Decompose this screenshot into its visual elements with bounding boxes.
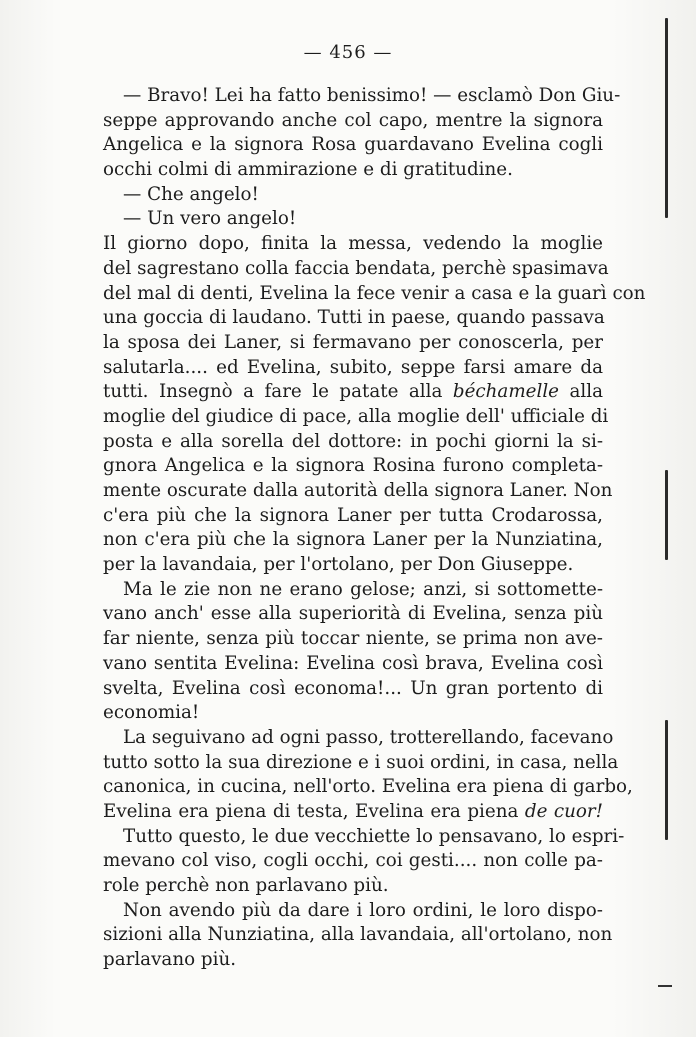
text-line: una goccia di laudano. Tutti in paese, quando passava (103, 307, 605, 329)
text-line: — Bravo! Lei ha fatto benissimo! — esclamò Don Giu- (123, 85, 621, 106)
text-line: non c'era più che la signora Laner per la Nunziatina, (103, 529, 603, 551)
text-segment: tutti. Insegnò a fare le patate alla (103, 381, 453, 403)
text-segment: alla (559, 381, 603, 403)
text-line: Angelica e la signora Rosa guardavano Evelina cogli (103, 134, 603, 156)
italic-term: de cuor! (524, 800, 604, 822)
text-line: svelta, Evelina così economa!... Un gran portento di (103, 677, 603, 699)
text-line: Ma le zie non ne erano gelose; anzi, si sottomette- (123, 578, 603, 600)
text-line: seppe approvando anche col capo, mentre la signora (103, 109, 603, 131)
binding-edge-mark (665, 720, 668, 840)
text-line (103, 380, 603, 405)
text-line: posta e alla sorella del dottore: in pochi giorni la si- (103, 430, 603, 452)
page-number: — 456 — (303, 42, 393, 63)
italic-term: béchamelle (452, 381, 559, 403)
binding-edge-mark (665, 470, 668, 560)
text-line: la sposa dei Laner, si fermavano per conoscerla, per (103, 331, 603, 353)
text-line: — Che angelo! (123, 183, 259, 205)
text-line: salutarla.... ed Evelina, subito, seppe farsi amare da (103, 356, 603, 378)
text-line: — Un vero angelo! (123, 208, 297, 230)
body-text (103, 84, 646, 973)
text-line: La seguivano ad ogni passo, trotterellando, facevano (123, 726, 614, 748)
text-line: per la lavandaia, per l'ortolano, per Don Giuseppe. (103, 554, 574, 576)
text-line: mevano col viso, cogli occhi, coi gesti.... non colle pa- (103, 850, 603, 872)
text-segment: Evelina era piena di testa, Evelina era piena (103, 800, 525, 822)
text-line: del sagrestano colla faccia bendata, perchè spasimava (103, 257, 609, 279)
text-line: moglie del giudice di pace, alla moglie dell' ufficiale di (103, 405, 609, 427)
text-line: gnora Angelica e la signora Rosina furono completa- (103, 455, 603, 477)
text-line: vano sentita Evelina: Evelina così brava, Evelina così (103, 652, 603, 674)
text-line: sizioni alla Nunziatina, alla lavandaia, all'ortolano, non (103, 924, 613, 946)
text-line: mente oscurate dalla autorità della signora Laner. Non (103, 480, 613, 501)
text-line: del mal di denti, Evelina la fece venir a casa e la guarì con (103, 282, 646, 304)
text-line: economia! (103, 702, 200, 724)
text-line (103, 800, 603, 825)
text-line: canonica, in cucina, nell'orto. Evelina era piena di garbo, (103, 776, 633, 798)
binding-edge-dash (658, 985, 672, 987)
binding-edge-mark (665, 18, 668, 218)
text-line: far niente, senza più toccar niente, se prima non ave- (103, 628, 603, 650)
text-line: c'era più che la signora Laner per tutta Crodarossa, (103, 504, 603, 526)
text-line: Non avendo più da dare i loro ordini, le loro dispo- (123, 899, 603, 921)
text-line: occhi colmi di ammirazione e di gratitudine. (103, 159, 513, 181)
text-line: tutto sotto la sua direzione e i suoi ordini, in casa, nella (103, 751, 619, 773)
text-line: vano anch' esse alla superiorità di Evelina, senza più (103, 603, 603, 625)
text-line: parlavano più. (103, 949, 237, 971)
text-line: Tutto questo, le due vecchiette lo pensavano, lo espri- (123, 825, 625, 847)
text-line: role perchè non parlavano più. (103, 875, 389, 896)
text-line: Il giorno dopo, finita la messa, vedendo la moglie (103, 233, 603, 255)
